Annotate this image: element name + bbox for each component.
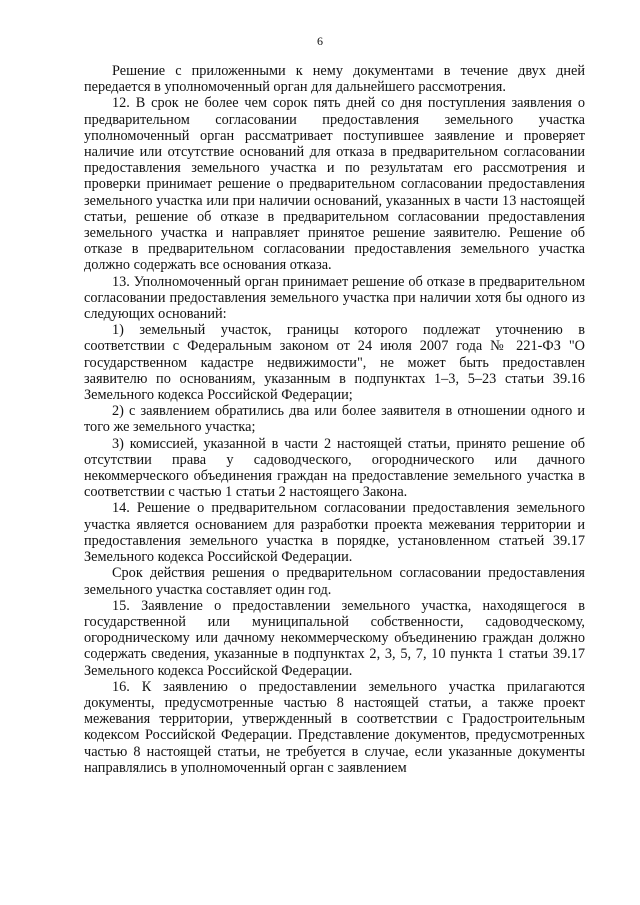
paragraph-clause-16: 16. К заявлению о предоставлении земельного участка прилагаются документы, предусмотренные частью 8 настоящей статьи, а также проект межевания территории, утвержденный в соответствии с Градостроительным кодексом Российской Федерации. Представление документов, предусмотренных частью 8 настоящей статьи, не требуется в случае, если указанные документы направлялись в уполномоченный орган с заявлением xyxy=(84,678,585,776)
list-item-ground-2: 2) с заявлением обратились два или более заявителя в отношении одного и того же земельного участка; xyxy=(84,403,585,436)
list-item-ground-1: 1) земельный участок, границы которого подлежат уточнению в соответствии с Федеральным законом от 24 июля 2007 года № 221-ФЗ "О государственном кадастре недвижимости", не может быть предоставлен заявителю по основаниям, указанным в подпунктах 1–3, 5–23 статьи 39.16 Земельного кодекса Российской Федерации; xyxy=(84,322,585,404)
paragraph-clause-14: 14. Решение о предварительном согласовании предоставления земельного участка является основанием для разработки проекта межевания территории и предоставления земельного участка в порядке, установленном статьей 39.17 Земельного кодекса Российской Федерации. xyxy=(84,500,585,566)
page-number: 6 xyxy=(317,34,323,48)
paragraph-clause-12: 12. В срок не более чем сорок пять дней со дня поступления заявления о предварительном согласовании предоставления земельного участка уполномоченный орган рассматривает поступившее заявление и проверяет наличие или отсутствие оснований для отказа в предварительном согласовании предоставления земельного участка и по результатам его рассмотрения и проверки принимает решение о предварительном согласовании предоставления земельного участка или при наличии оснований, указанных в части 13 настоящей статьи, решение об отказе в предварительном согласовании предоставления земельного участка и направляет принятое решение заявителю. Решение об отказе в предварительном согласовании предоставления земельного участка должно содержать все основания отказа. xyxy=(84,95,585,274)
document-body xyxy=(84,63,585,776)
paragraph-clause-13: 13. Уполномоченный орган принимает решение об отказе в предварительном согласовании предоставления земельного участка при наличии хотя бы одного из следующих оснований: xyxy=(84,273,585,323)
list-item-ground-3: 3) комиссией, указанной в части 2 настоящей статьи, принято решение об отсутствии права у садоводческого, огороднического или дачного некоммерческого объединения граждан на предоставление земельного участка в соответствии с частью 1 статьи 2 настоящего Закона. xyxy=(84,435,585,501)
paragraph-validity-period: Срок действия решения о предварительном согласовании предоставления земельного участка составляет один год. xyxy=(84,565,585,598)
paragraph-clause-15: 15. Заявление о предоставлении земельного участка, находящегося в государственной или муниципальной собственности, садоводческому, огородническому или дачному некоммерческому объединению граждан должно содержать сведения, указанные в подпунктах 2, 3, 5, 7, 10 пункта 1 статьи 39.17 Земельного кодекса Российской Федерации. xyxy=(84,597,585,679)
paragraph: Решение с приложенными к нему документами в течение двух дней передается в уполномоченный орган для дальнейшего рассмотрения. xyxy=(84,63,585,96)
